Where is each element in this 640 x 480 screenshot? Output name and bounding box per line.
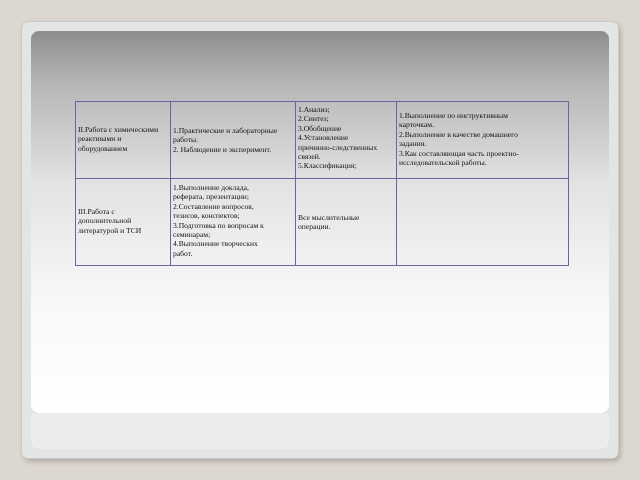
table-cell-stage: III.Работа с дополнительной литературой и ТСИ — [76, 179, 171, 266]
table-cell-tasks: 1.Выполнение по инструктивным карточкам. 2.Выполнение в качестве домашнего задания. 3.Как составляющая часть проектно- исследовательской работы. — [397, 102, 569, 179]
content-table — [75, 101, 569, 266]
table-row — [76, 102, 569, 179]
table-cell-stage: II.Работа с химическими реактивами и оборудованием — [76, 102, 171, 179]
table-cell-forms: 1.Практические и лабораторные работы. 2. Наблюдение и эксперимент. — [171, 102, 296, 179]
table-cell-forms: 1.Выполнение доклада, реферата, презентации; 2.Составление вопросов, тезисов, конспектов; 3.Подготовка по вопросам к семинарам; 4.Выполнение творческих работ. — [171, 179, 296, 266]
table-cell-operations: 1.Анализ; 2.Синтез; 3.Обобщение 4.Установление причинно-следственных связей. 5.Классификация; — [296, 102, 397, 179]
slide-footer-strip — [31, 413, 609, 449]
table-cell-operations: Все мыслительные операции. — [296, 179, 397, 266]
table-cell-tasks — [397, 179, 569, 266]
table-row — [76, 179, 569, 266]
